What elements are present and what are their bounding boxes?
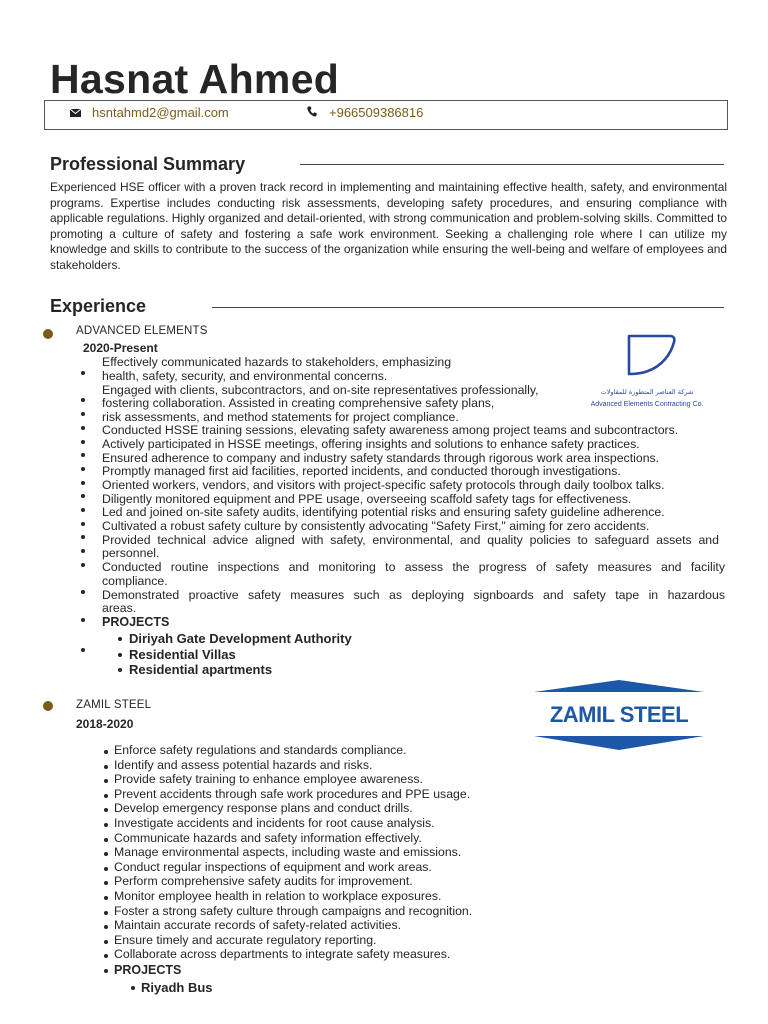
- bullet: [81, 398, 85, 402]
- duty-line: Prevent accidents through safe work procedures and PPE usage.: [114, 786, 471, 801]
- bullet: [104, 765, 108, 769]
- projects-heading: PROJECTS: [114, 963, 182, 977]
- summary-text: Experienced HSE officer with a proven track record in implementing and maintaining effective health, safety, and environmental programs. Expertise includes conducting risk assessments, developing safety procedures, and ensuring compliance with applicable regulations. Highly organized and detail-oriented, with strong communication and problem-solving skills. Committed to promoting a culture of safety and fostering a safe work environment. Seeking a challenging role where I can utilize my knowledge and skills to contribute to the success of the organization while ensuring the well-being and welfare of employees and stakeholders.: [50, 180, 727, 272]
- duty-line: Perform comprehensive safety audits for improvement.: [114, 874, 413, 889]
- duty-line: Conduct regular inspections of equipment and work areas.: [114, 859, 432, 874]
- duty-line: fostering collaboration. Assisted in creating comprehensive safety plans,: [102, 396, 495, 410]
- phone-icon: [307, 106, 321, 120]
- duty-line: Enforce safety regulations and standards compliance.: [114, 743, 407, 757]
- duty-line: Ensure timely and accurate regulatory reporting.: [114, 932, 377, 947]
- duty-line: Effectively communicated hazards to stakeholders, emphasizing: [102, 355, 452, 369]
- ae-logo-arabic: شركة العناصر المتطورة للمقاولات: [600, 388, 694, 396]
- duty-line: Ensured adherence to company and industry safety standards through rigorous work area inspections.: [102, 451, 660, 465]
- duty-line: Investigate accidents and incidents for root cause analysis.: [114, 816, 435, 830]
- candidate-name: Hasnat Ahmed: [50, 56, 340, 102]
- email-text[interactable]: hsntahmd2@gmail.com: [92, 105, 229, 120]
- bullet: [104, 940, 108, 944]
- ae-logo-english: Advanced Elements Contracting Co.: [590, 401, 704, 408]
- duty-line: Led and joined on-site safety audits, identifying potential risks and ensuring safety guideline adherence.: [102, 505, 665, 519]
- project-bullet: [118, 637, 122, 641]
- duty-line: Cultivated a robust safety culture by consistently advocating "Safety First," aiming for zero accidents.: [102, 519, 650, 533]
- projects-heading: PROJECTS: [102, 615, 170, 629]
- project-item: Residential apartments: [129, 662, 273, 677]
- bullet: [81, 590, 85, 594]
- bullet: [81, 508, 85, 512]
- experience-heading: Experience: [50, 296, 147, 316]
- experience-divider: [212, 307, 724, 308]
- zamil-logo-text: ZAMIL STEEL: [549, 702, 689, 727]
- bullet: [81, 426, 85, 430]
- duty-line: Actively participated in HSSE meetings, offering insights and solutions to enhance safety practices.: [102, 437, 640, 451]
- duty-line: areas.: [102, 601, 137, 615]
- project-item: Diriyah Gate Development Authority: [129, 631, 352, 646]
- duty-line: Provided technical advice aligned with safety, environmental, and quality policies to safeguard assets and: [102, 533, 719, 547]
- duty-line: Collaborate across departments to integrate safety measures.: [114, 947, 451, 962]
- bullet: [81, 412, 85, 416]
- bullet: [81, 481, 85, 485]
- duty-line: Promptly managed first aid facilities, reported incidents, and conducted thorough investigations.: [102, 464, 621, 478]
- project-item: Residential Villas: [129, 647, 236, 662]
- duty-line: Communicate hazards and safety information effectively.: [114, 830, 422, 845]
- duty-line: Conducted routine inspections and monitoring to assess the progress of safety measures and facility: [102, 560, 725, 574]
- project-item: Riyadh Bus: [141, 980, 213, 995]
- job-marker: [43, 701, 53, 711]
- bullet: [104, 750, 108, 754]
- bullet: [104, 852, 108, 856]
- duty-line: personnel.: [102, 546, 160, 560]
- bullet: [81, 522, 85, 526]
- duty-line: Provide safety training to enhance employee awareness.: [114, 772, 423, 787]
- duty-line: Manage environmental aspects, including waste and emissions.: [114, 845, 462, 860]
- bullet: [104, 794, 108, 798]
- bullet: [104, 954, 108, 958]
- bullet: [104, 867, 108, 871]
- duty-line: Develop emergency response plans and conduct drills.: [114, 801, 413, 816]
- duty-line: Identify and assess potential hazards and risks.: [114, 757, 373, 772]
- bullet: [104, 969, 108, 973]
- duty-line: Engaged with clients, subcontractors, and on-site representatives professionally,: [102, 383, 539, 397]
- phone-item[interactable]: [307, 105, 423, 120]
- project-bullet: [131, 986, 135, 990]
- bullet: [81, 453, 85, 457]
- contact-bar: [44, 100, 728, 130]
- bullet: [104, 925, 108, 929]
- bullet: [81, 618, 85, 622]
- duty-line: Diligently monitored equipment and PPE usage, overseeing scaffold safety tags for effectiveness.: [102, 492, 632, 506]
- bullet: [104, 823, 108, 827]
- duty-line: risk assessments, and method statements for project compliance.: [102, 410, 459, 424]
- bullet: [104, 808, 108, 812]
- bullet: [104, 896, 108, 900]
- duty-line: compliance.: [102, 574, 168, 588]
- email-item[interactable]: [70, 105, 229, 120]
- job-period: 2020-Present: [83, 341, 158, 355]
- bullet: [104, 911, 108, 915]
- duty-line: health, safety, security, and environmental concerns.: [102, 369, 388, 383]
- project-bullet: [118, 668, 122, 672]
- bullet: [81, 549, 85, 553]
- bullet: [104, 779, 108, 783]
- summary-divider: [300, 164, 724, 165]
- duty-line: Monitor employee health in relation to workplace exposures.: [114, 889, 442, 903]
- bullet: [81, 563, 85, 567]
- bullet: [81, 648, 85, 652]
- project-bullet: [118, 653, 122, 657]
- bullet: [81, 467, 85, 471]
- job-period: 2018-2020: [76, 717, 134, 731]
- advanced-elements-logo: [582, 332, 712, 414]
- bullet: [81, 371, 85, 375]
- zamil-steel-logo: [534, 680, 704, 752]
- company-name: ZAMIL STEEL: [76, 699, 152, 711]
- duty-line: Maintain accurate records of safety-related activities.: [114, 918, 402, 933]
- duty-line: Oriented workers, vendors, and visitors with project-specific safety protocols through daily toolbox talks.: [102, 478, 665, 492]
- duty-line: Demonstrated proactive safety measures such as deploying signboards and safety tape in hazardous: [102, 588, 725, 602]
- duty-line: Conducted HSSE training sessions, elevating safety awareness among project teams and subcontractors.: [102, 424, 679, 437]
- duty-line: Foster a strong safety culture through campaigns and recognition.: [114, 903, 473, 918]
- job-marker: [43, 329, 53, 339]
- bullet: [81, 535, 85, 539]
- summary-heading: Professional Summary: [50, 154, 246, 174]
- company-name: ADVANCED ELEMENTS: [76, 325, 208, 337]
- bullet: [104, 838, 108, 842]
- phone-text[interactable]: +966509386816: [329, 105, 424, 120]
- bullet: [81, 494, 85, 498]
- bullet: [81, 440, 85, 444]
- envelope-icon: [70, 108, 84, 120]
- bullet: [104, 881, 108, 885]
